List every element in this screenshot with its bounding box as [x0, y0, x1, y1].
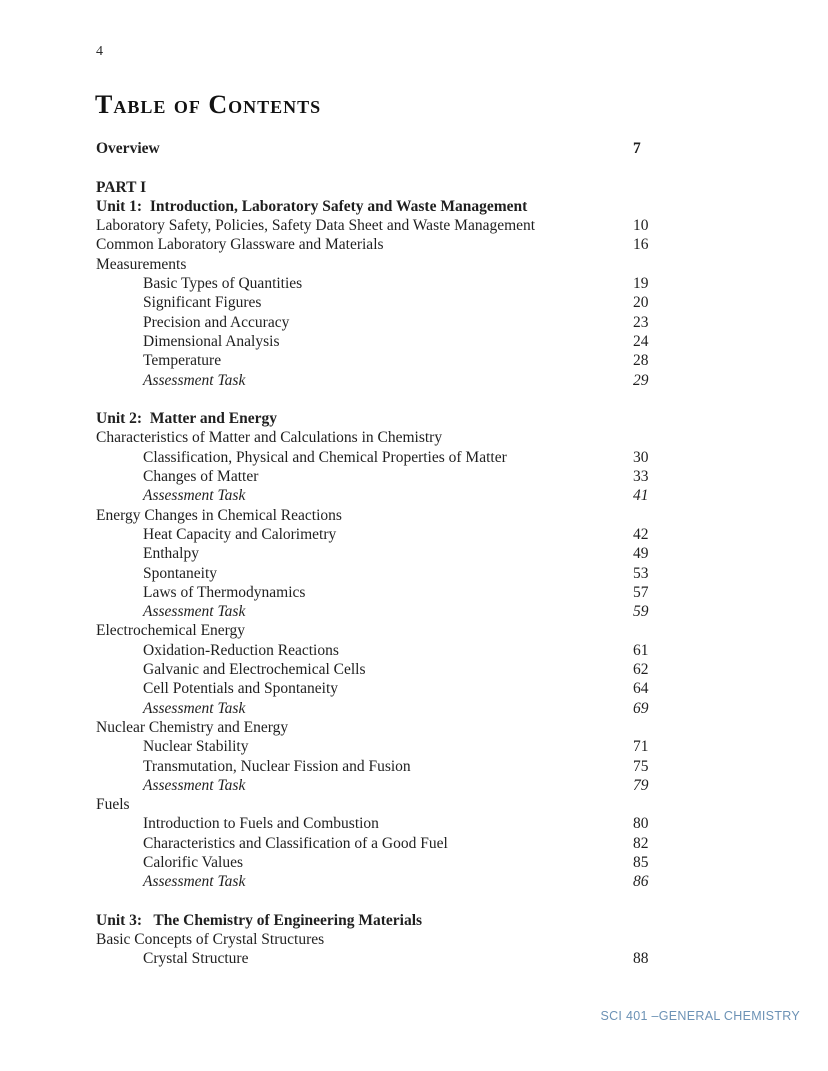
toc-entry-page-number: 86 [633, 873, 649, 891]
toc-entry-page-number: 75 [633, 757, 649, 775]
toc-entry-label: Nuclear Chemistry and Energy [96, 718, 289, 736]
toc-entry [96, 930, 716, 949]
toc-entry-page-number: 85 [633, 853, 649, 871]
toc-entry [96, 428, 716, 447]
toc-entry [96, 911, 716, 930]
toc-entry [96, 737, 716, 756]
toc-entry [96, 776, 716, 795]
toc-entry [96, 467, 716, 486]
toc-entry [96, 834, 716, 853]
toc-entry-page-number: 23 [633, 313, 649, 331]
toc-entry [96, 544, 716, 563]
toc-entry [96, 255, 716, 274]
toc-entry-label: Assessment Task [143, 603, 246, 621]
toc-entry-page-number: 42 [633, 525, 649, 543]
toc-entry-label: Characteristics and Classification of a Good Fuel [143, 834, 448, 852]
toc-entry-page-number: 7 [633, 140, 641, 157]
toc-entry-label: PART I [96, 178, 147, 196]
toc-entry-label: Assessment Task [143, 699, 246, 717]
toc-entry-label: Spontaneity [143, 564, 218, 582]
toc-entry-label: Basic Concepts of Crystal Structures [96, 931, 325, 949]
page-title: Table of Contents [95, 90, 322, 119]
toc-entry-label: Common Laboratory Glassware and Materials [96, 236, 384, 254]
toc-entry-label: Assessment Task [143, 873, 246, 891]
toc-entry-label: Classification, Physical and Chemical Properties of Matter [143, 448, 507, 466]
toc-entry-label: Measurements [96, 255, 187, 273]
toc-entry-label: Precision and Accuracy [143, 313, 290, 331]
toc-entry-page-number: 16 [633, 236, 649, 254]
toc-entry [96, 139, 716, 158]
toc-entry [96, 660, 716, 679]
toc-entry-label: Energy Changes in Chemical Reactions [96, 506, 342, 524]
toc-entry-label: Unit 1: Introduction, Laboratory Safety and Waste Management [96, 197, 528, 215]
toc-entry-page-number: 30 [633, 448, 649, 466]
toc-entry-page-number: 57 [633, 583, 649, 601]
toc-entry-label: Crystal Structure [143, 950, 249, 968]
toc-entry [96, 235, 716, 254]
toc-entry [96, 718, 716, 737]
toc-entry [96, 448, 716, 467]
toc-entry-page-number: 79 [633, 776, 649, 794]
toc-entry [96, 216, 716, 235]
toc-entry [96, 602, 716, 621]
toc-entry [96, 332, 716, 351]
toc-entry [96, 564, 716, 583]
toc-entry-label: Cell Potentials and Spontaneity [143, 680, 339, 698]
toc-entry [96, 872, 716, 891]
toc-entry [96, 506, 716, 525]
toc-entry [96, 486, 716, 505]
toc-entry-label: Fuels [96, 796, 130, 814]
toc-entry [96, 621, 716, 640]
toc-entry-page-number: 59 [633, 603, 649, 621]
toc-entry-page-number: 64 [633, 680, 649, 698]
toc-entry [96, 757, 716, 776]
toc-entry [96, 583, 716, 602]
toc-entry [96, 178, 716, 197]
toc-entry-page-number: 53 [633, 564, 649, 582]
toc-entry-label: Calorific Values [143, 853, 244, 871]
toc-entry-page-number: 88 [633, 950, 649, 968]
toc-entry [96, 795, 716, 814]
toc-entry [96, 525, 716, 544]
toc-entry-label: Nuclear Stability [143, 738, 249, 756]
toc-entry [96, 409, 716, 428]
toc-entry-page-number: 33 [633, 468, 649, 486]
toc-entry-label: Assessment Task [143, 776, 246, 794]
footer-course-label: SCI 401 –GENERAL CHEMISTRY [600, 1009, 800, 1023]
toc-entry-label: Temperature [143, 352, 222, 370]
toc-entry-label: Basic Types of Quantities [143, 275, 303, 293]
toc-entry-label: Oxidation-Reduction Reactions [143, 641, 339, 659]
toc-entry-label: Galvanic and Electrochemical Cells [143, 661, 366, 679]
toc-entry-page-number: 24 [633, 332, 649, 350]
toc-entry [96, 699, 716, 718]
toc-entry-page-number: 71 [633, 738, 649, 756]
toc-entry [96, 853, 716, 872]
toc-entry-label: Dimensional Analysis [143, 332, 280, 350]
toc-entry-page-number: 29 [633, 371, 649, 389]
toc-entry [96, 371, 716, 390]
toc-entry-label: Electrochemical Energy [96, 622, 246, 640]
toc-entry-label: Introduction to Fuels and Combustion [143, 815, 379, 833]
toc-entry-page-number: 62 [633, 661, 649, 679]
toc-entry-label: Changes of Matter [143, 468, 259, 486]
toc-entry-page-number: 61 [633, 641, 649, 659]
toc-entry-label: Significant Figures [143, 294, 262, 312]
toc-entry-label: Unit 2: Matter and Energy [96, 410, 277, 428]
toc-entry [96, 293, 716, 312]
toc-entry-page-number: 41 [633, 487, 649, 505]
toc-entry [96, 197, 716, 216]
toc-entry-label: Assessment Task [143, 371, 246, 389]
toc-entry-page-number: 82 [633, 834, 649, 852]
toc-entry-label: Unit 3: The Chemistry of Engineering Materials [96, 911, 423, 929]
toc-entry [96, 949, 716, 968]
table-of-contents [96, 139, 716, 969]
toc-entry [96, 814, 716, 833]
toc-entry-label: Heat Capacity and Calorimetry [143, 525, 337, 543]
toc-entry [96, 641, 716, 660]
toc-entry-label: Assessment Task [143, 487, 246, 505]
toc-entry [96, 274, 716, 293]
toc-entry [96, 313, 716, 332]
toc-entry-label: Overview [96, 140, 160, 157]
toc-entry [96, 351, 716, 370]
toc-entry-label: Transmutation, Nuclear Fission and Fusion [143, 757, 411, 775]
toc-entry-page-number: 80 [633, 815, 649, 833]
toc-entry-page-number: 49 [633, 545, 649, 563]
toc-entry-label: Laboratory Safety, Policies, Safety Data Sheet and Waste Management [96, 217, 536, 235]
toc-entry-page-number: 10 [633, 217, 649, 235]
toc-entry-label: Laws of Thermodynamics [143, 583, 306, 601]
toc-entry-page-number: 28 [633, 352, 649, 370]
toc-entry-label: Characteristics of Matter and Calculations in Chemistry [96, 429, 443, 447]
toc-entry-page-number: 20 [633, 294, 649, 312]
page-number: 4 [96, 44, 103, 59]
toc-entry-page-number: 19 [633, 275, 649, 293]
toc-entry-label: Enthalpy [143, 545, 199, 563]
toc-entry [96, 679, 716, 698]
toc-entry-page-number: 69 [633, 699, 649, 717]
